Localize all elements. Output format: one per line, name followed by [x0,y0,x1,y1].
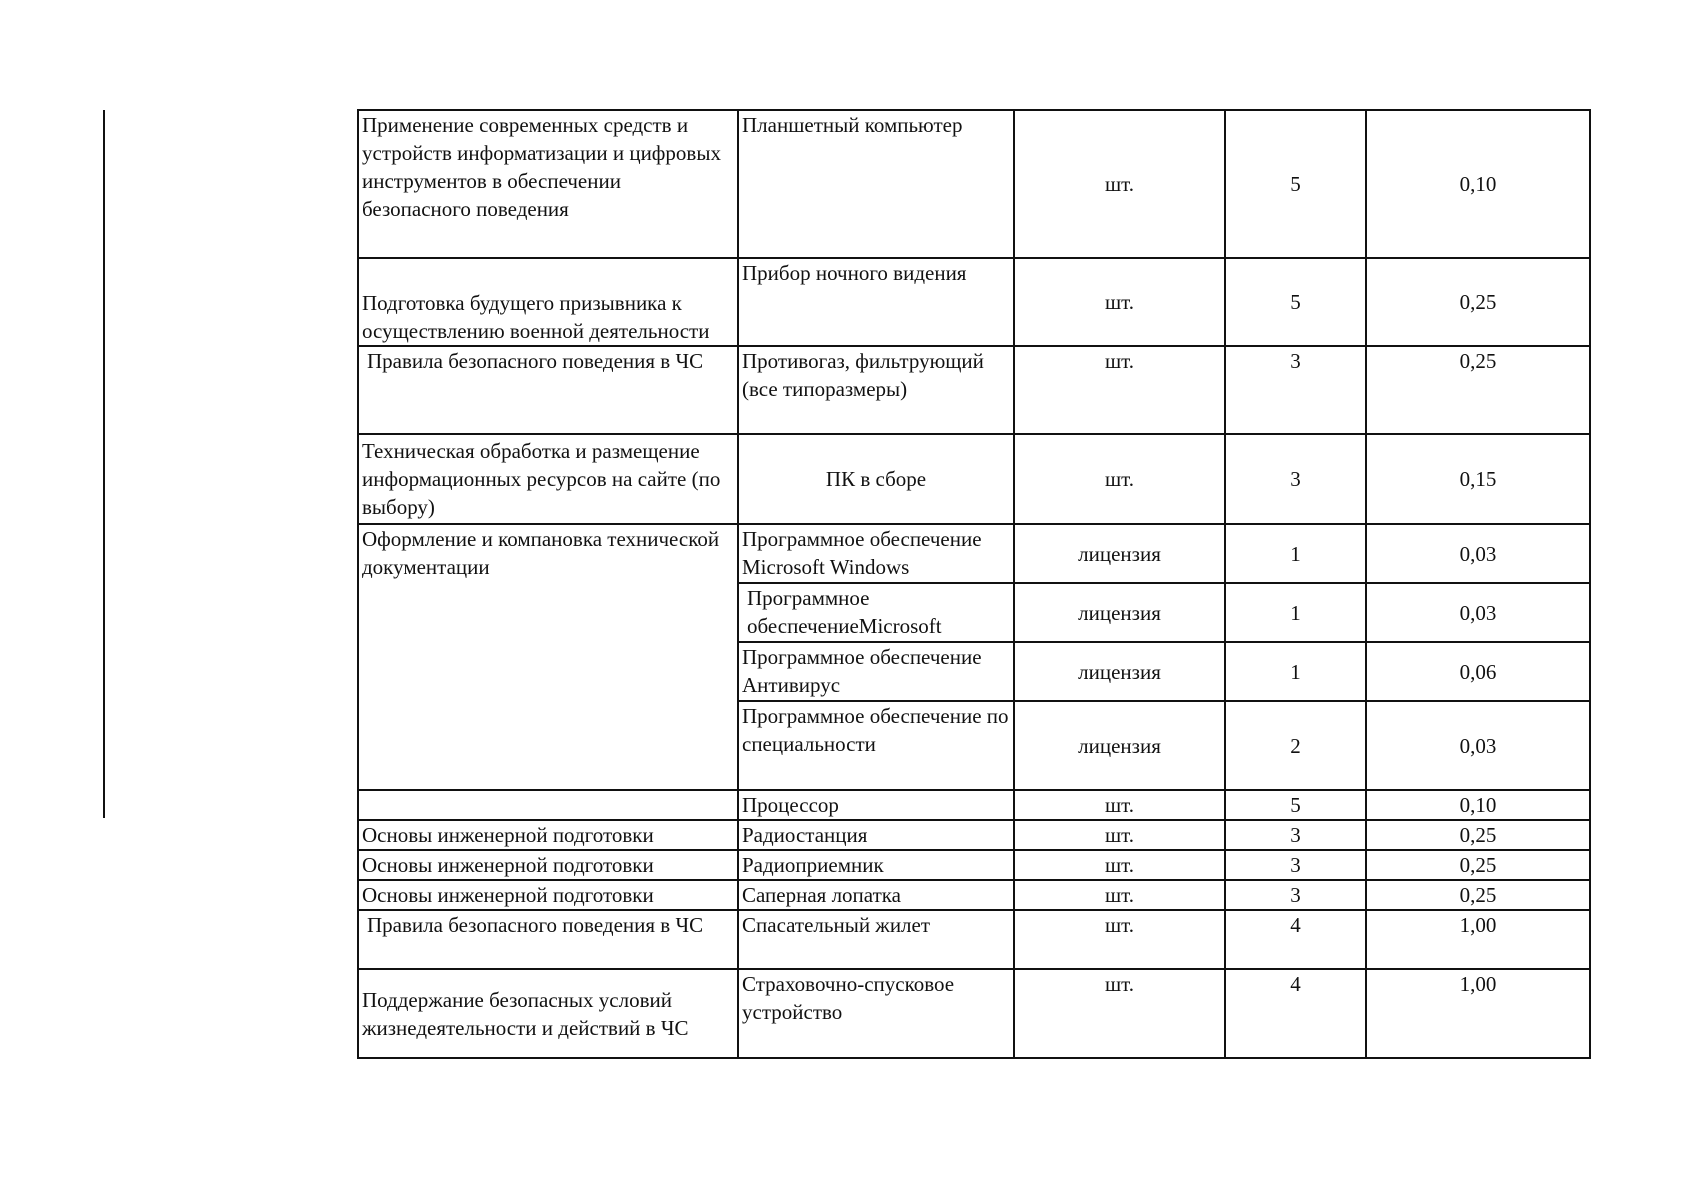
value-cell: 0,10 [1366,790,1590,820]
value-cell: 0,10 [1366,110,1590,258]
qty-cell: 3 [1225,820,1366,850]
qty-cell: 3 [1225,880,1366,910]
margin-line [103,110,105,818]
qty-cell: 1 [1225,583,1366,642]
item-cell: Программное обеспечение Антивирус [738,642,1014,701]
item-cell: Радиоприемник [738,850,1014,880]
item-cell: Прибор ночного видения [738,258,1014,346]
value-cell: 0,15 [1366,434,1590,524]
value-cell: 0,25 [1366,346,1590,434]
table-row [358,820,1590,850]
qty-cell: 1 [1225,524,1366,583]
table-row [358,346,1590,434]
table-row [358,258,1590,346]
qty-cell: 3 [1225,850,1366,880]
table-row [358,880,1590,910]
item-cell: Противогаз, фильтрующий (все типоразмеры) [738,346,1014,434]
unit-cell: шт. [1014,850,1225,880]
value-cell: 0,03 [1366,583,1590,642]
value-cell: 0,25 [1366,850,1590,880]
table-row [358,110,1590,258]
topic-cell: Оформление и компановка технической документации [358,524,738,790]
qty-cell: 3 [1225,434,1366,524]
qty-cell: 5 [1225,110,1366,258]
item-cell: Саперная лопатка [738,880,1014,910]
unit-cell: шт. [1014,434,1225,524]
item-cell: ПК в сборе [738,434,1014,524]
unit-cell: шт. [1014,258,1225,346]
item-cell: Спасательный жилет [738,910,1014,969]
unit-cell: шт. [1014,790,1225,820]
value-cell: 0,06 [1366,642,1590,701]
value-cell: 0,03 [1366,701,1590,790]
item-cell: Планшетный компьютер [738,110,1014,258]
qty-cell: 2 [1225,701,1366,790]
item-cell: Программное обеспечениеMicrosoft [738,583,1014,642]
topic-cell: Основы инженерной подготовки [358,850,738,880]
value-cell: 0,03 [1366,524,1590,583]
unit-cell: шт. [1014,346,1225,434]
unit-cell: шт. [1014,969,1225,1058]
topic-cell [358,790,738,820]
equipment-table [357,109,1591,1059]
value-cell: 1,00 [1366,910,1590,969]
topic-cell: Подготовка будущего призывника к осуществлению военной деятельности [358,258,738,346]
topic-cell: Основы инженерной подготовки [358,880,738,910]
table-row [358,790,1590,820]
item-cell: Радиостанция [738,820,1014,850]
unit-cell: шт. [1014,910,1225,969]
qty-cell: 3 [1225,346,1366,434]
qty-cell: 1 [1225,642,1366,701]
table-row [358,910,1590,969]
item-cell: Процессор [738,790,1014,820]
unit-cell: лицензия [1014,524,1225,583]
item-cell: Программное обеспечение по специальности [738,701,1014,790]
unit-cell: лицензия [1014,701,1225,790]
qty-cell: 5 [1225,790,1366,820]
table-row [358,524,1590,583]
unit-cell: шт. [1014,110,1225,258]
topic-cell: Правила безопасного поведения в ЧС [358,346,738,434]
table-row [358,969,1590,1058]
table-row [358,850,1590,880]
topic-cell: Правила безопасного поведения в ЧС [358,910,738,969]
item-cell: Страховочно-спусковое устройство [738,969,1014,1058]
unit-cell: шт. [1014,820,1225,850]
topic-cell: Поддержание безопасных условий жизнедеятельности и действий в ЧС [358,969,738,1058]
item-cell: Программное обеспечение Microsoft Windows [738,524,1014,583]
table-row [358,434,1590,524]
qty-cell: 4 [1225,910,1366,969]
topic-cell: Основы инженерной подготовки [358,820,738,850]
value-cell: 0,25 [1366,258,1590,346]
topic-cell: Техническая обработка и размещение информационных ресурсов на сайте (по выбору) [358,434,738,524]
value-cell: 0,25 [1366,820,1590,850]
topic-cell: Применение современных средств и устройств информатизации и цифровых инструментов в обеспечении безопасного поведения [358,110,738,258]
unit-cell: шт. [1014,880,1225,910]
value-cell: 0,25 [1366,880,1590,910]
value-cell: 1,00 [1366,969,1590,1058]
qty-cell: 4 [1225,969,1366,1058]
qty-cell: 5 [1225,258,1366,346]
unit-cell: лицензия [1014,642,1225,701]
unit-cell: лицензия [1014,583,1225,642]
